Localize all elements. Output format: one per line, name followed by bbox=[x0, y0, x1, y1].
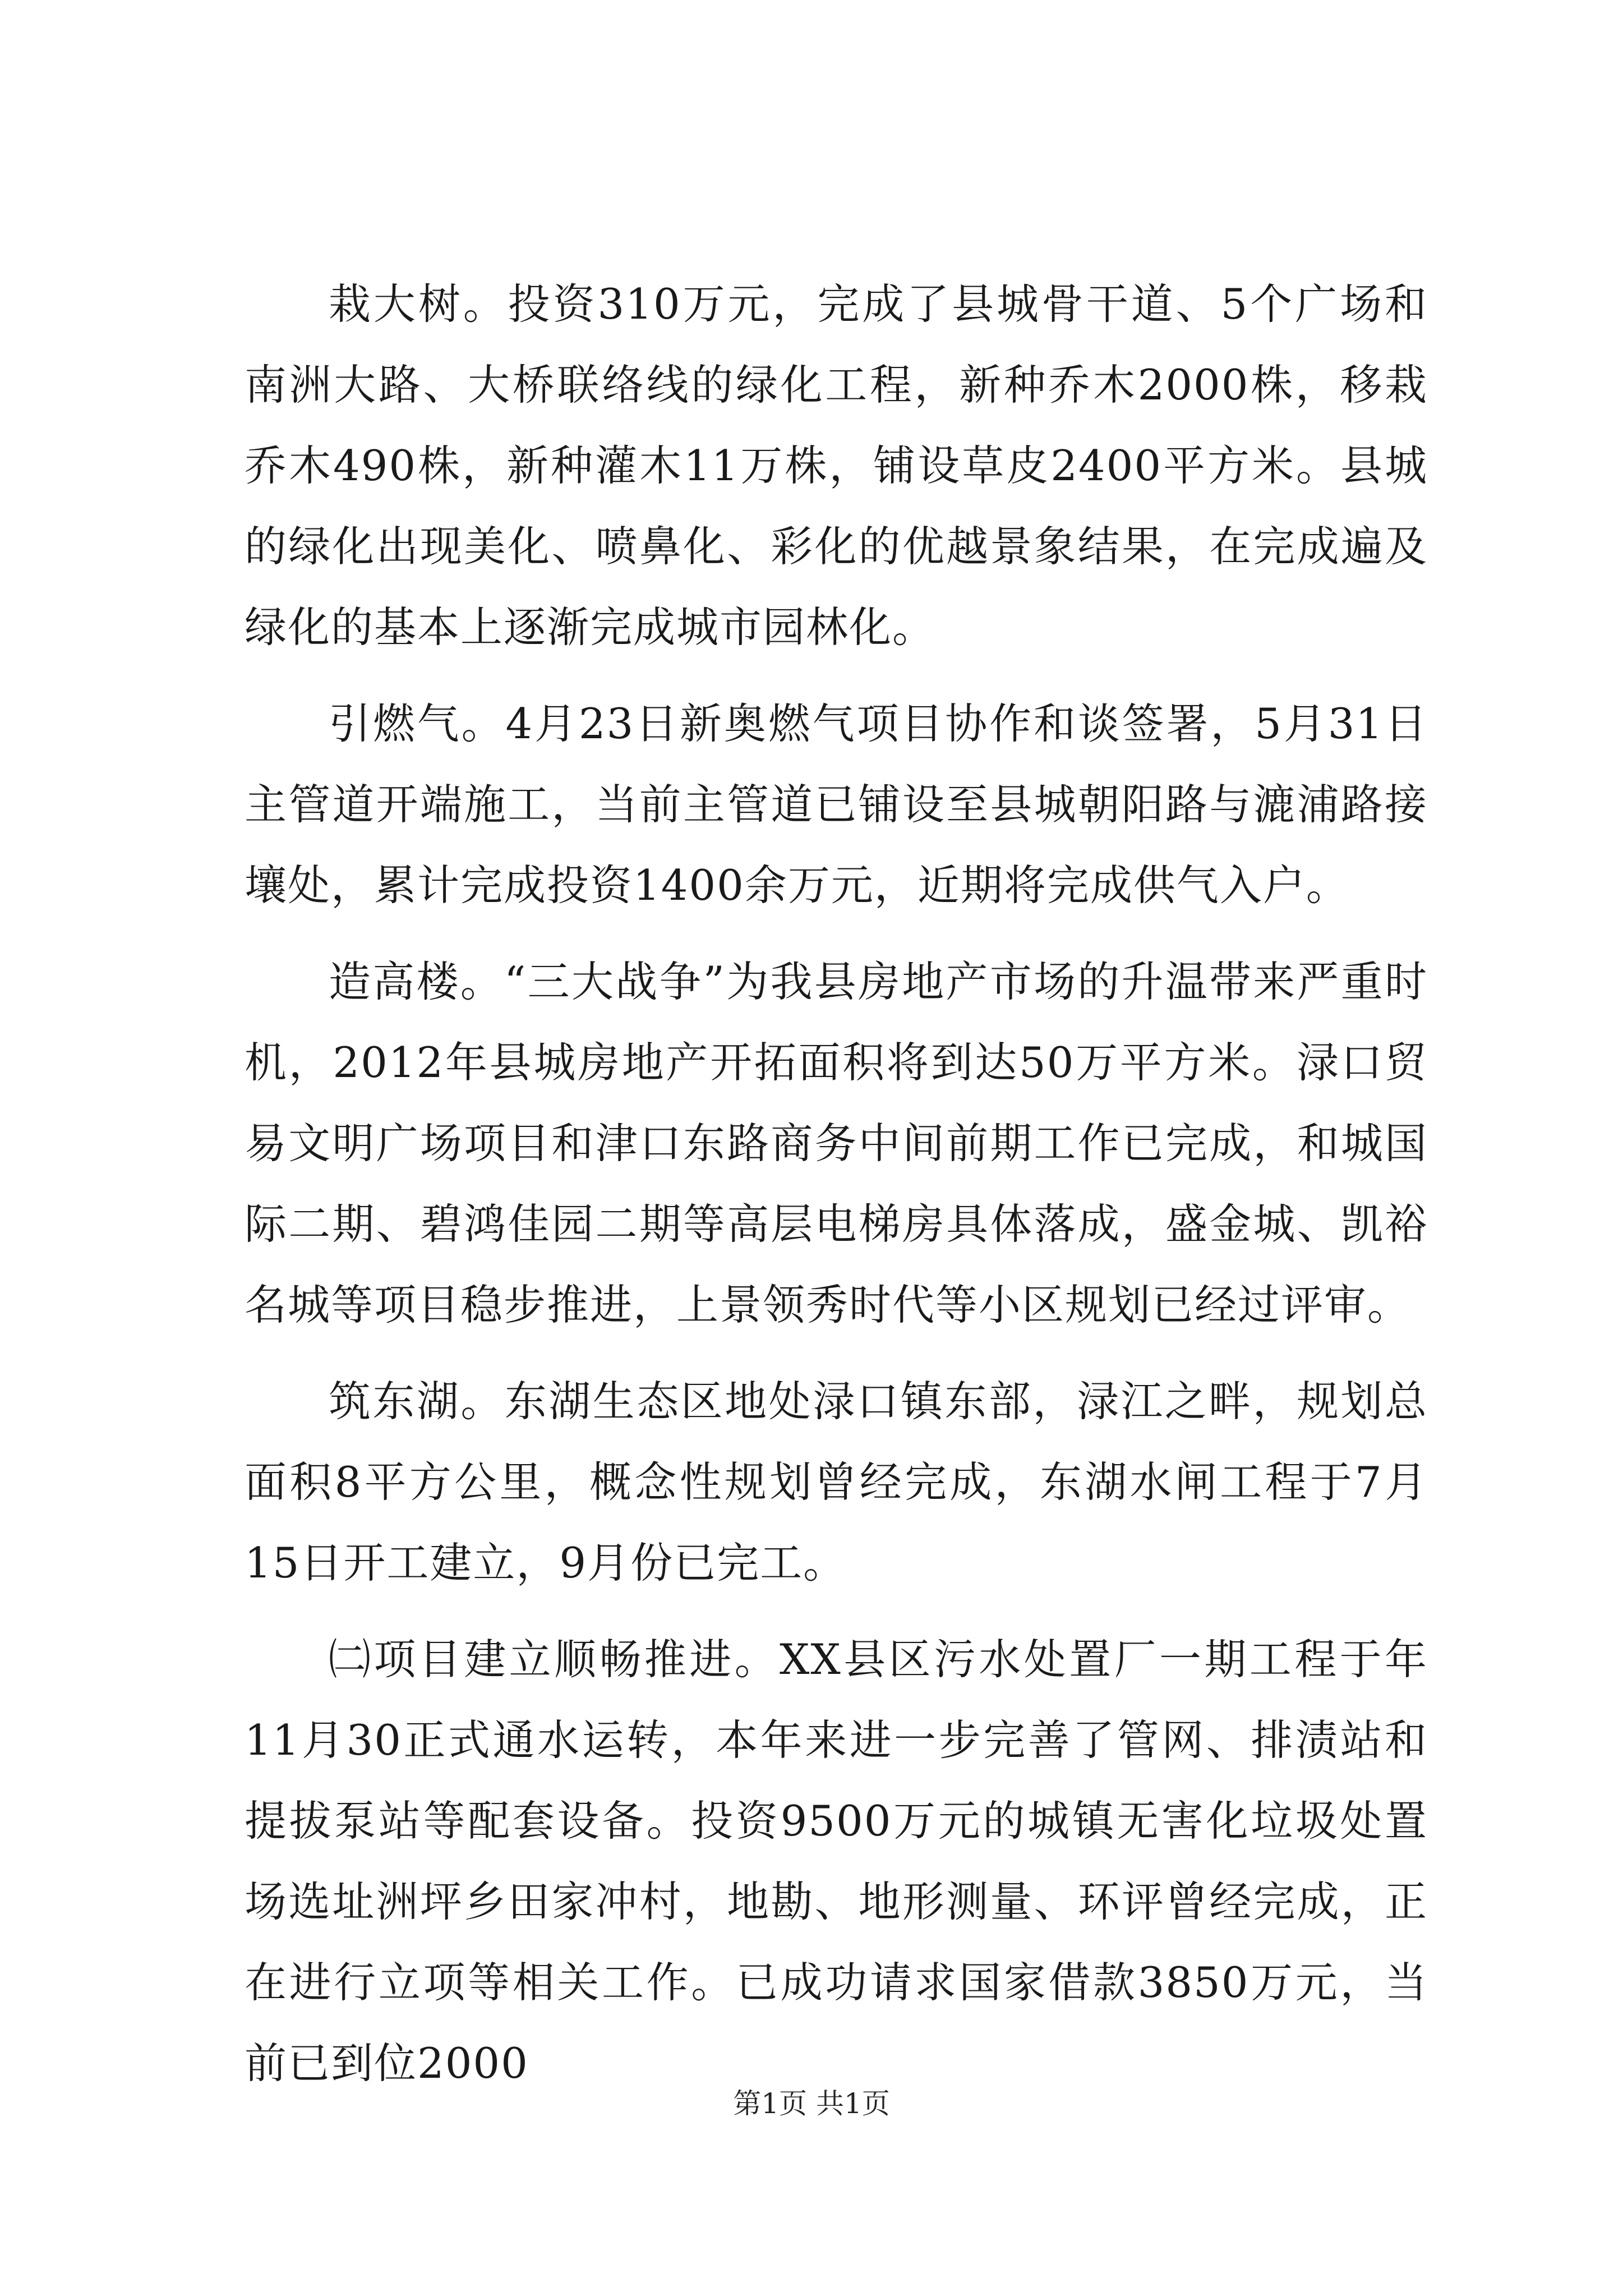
paragraph-east-lake: 筑东湖。东湖生态区地处渌口镇东部，渌江之畔，规划总面积8平方公里，概念性规划曾经完成，东湖水闸工程于7月15日开工建立，9月份已完工。 bbox=[245, 1377, 1428, 1588]
paragraph-plant-trees: 栽大树。投资310万元，完成了县城骨干道、5个广场和南洲大路、大桥联络线的绿化工程，新种乔木2000株，移栽乔木490株，新种灌木11万株，铺设草皮2400平方米。县城的绿化出现美化、喷鼻化、彩化的优越景象结果，在完成遍及绿化的基本上逐渐完成城市园林化。 bbox=[245, 279, 1428, 652]
paragraph-buildings: 造高楼。“三大战争”为我县房地产市场的升温带来严重时机，2012年县城房地产开拓面积将到达50万平方米。渌口贸易文明广场项目和津口东路商务中间前期工作已完成，和城国际二期、碧鸿佳园二期等高层电梯房具体落成，盛金城、凯裕名城等项目稳步推进，上景领秀时代等小区规划已经过评审。 bbox=[245, 957, 1428, 1329]
page-footer: 第1页 共1页 bbox=[733, 2087, 890, 2120]
paragraph-gas: 引燃气。4月23日新奥燃气项目协作和谈签署，5月31日主管道开端施工，当前主管道已铺设至县城朝阳路与漉浦路接壤处，累计完成投资1400余万元，近期将完成供气入户。 bbox=[245, 699, 1428, 910]
paragraph-projects: ㈡项目建立顺畅推进。XX县区污水处置厂一期工程于年11月30正式通水运转，本年来进一步完善了管网、排渍站和提拔泵站等配套设备。投资9500万元的城镇无害化垃圾处置场选址洲坪乡田家冲村，地勘、地形测量、环评曾经完成，正在进行立项等相关工作。已成功请求国家借款3850万元，当前已到位2000 bbox=[245, 1635, 1428, 2088]
document-body bbox=[245, 264, 1428, 2119]
